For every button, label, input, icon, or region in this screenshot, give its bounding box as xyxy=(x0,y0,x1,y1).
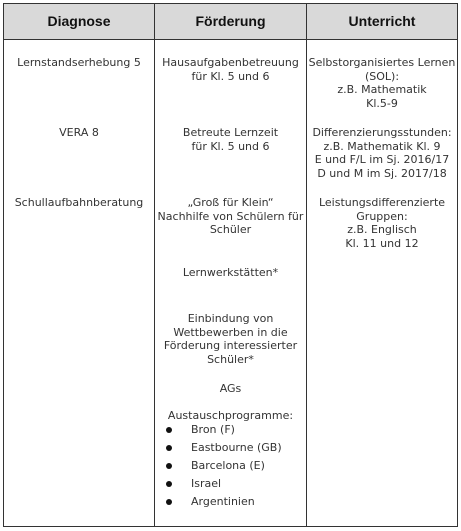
diagnose-item: Schullaufbahnberatung xyxy=(14,196,144,209)
exchange-list xyxy=(155,421,306,511)
list-item xyxy=(155,475,306,493)
foerderung-item: „Groß für Klein“ Nachhilfe von Schülern für Schüler xyxy=(157,196,304,236)
bullet-icon xyxy=(166,463,172,469)
exchange-item: Bron (F) xyxy=(191,423,235,436)
header-diagnose: Diagnose xyxy=(47,13,111,29)
header-foerderung: Förderung xyxy=(195,13,266,29)
unterricht-item: Selbstorganisiertes Lernen (SOL): z.B. Mathematik Kl.5-9 xyxy=(308,56,456,110)
diagnose-item: VERA 8 xyxy=(59,126,99,139)
overview-table xyxy=(3,3,458,527)
list-item xyxy=(155,457,306,475)
unterricht-item: Differenzierungsstunden: z.B. Mathematik Kl. 9 E und F/L im Sj. 2016/17 D und M im Sj. 2017/18 xyxy=(312,126,452,180)
foerderung-item: Lernwerkstätten* xyxy=(182,266,279,279)
exchange-item: Eastbourne (GB) xyxy=(191,441,282,454)
foerderung-item: AGs xyxy=(219,382,242,395)
bullet-icon xyxy=(166,481,172,487)
list-item xyxy=(155,439,306,457)
list-item xyxy=(155,421,306,439)
diagnose-item: Lernstandserhebung 5 xyxy=(17,56,141,69)
foerderung-item: Betreute Lernzeit für Kl. 5 und 6 xyxy=(182,126,279,153)
foerderung-item: Austauschprogramme: xyxy=(167,409,294,422)
table-header-row xyxy=(4,4,457,40)
bullet-icon xyxy=(166,427,172,433)
list-item xyxy=(155,493,306,511)
header-unterricht: Unterricht xyxy=(348,13,416,29)
bullet-icon xyxy=(166,499,172,505)
foerderung-item: Einbindung von Wettbewerben in die Förderung interessierter Schüler* xyxy=(163,312,298,366)
exchange-item: Israel xyxy=(191,477,222,490)
exchange-item: Argentinien xyxy=(191,495,255,508)
unterricht-item: Leistungsdifferenzierte Gruppen: z.B. Englisch Kl. 11 und 12 xyxy=(318,196,446,250)
exchange-item: Barcelona (E) xyxy=(191,459,265,472)
bullet-icon xyxy=(166,445,172,451)
foerderung-item: Hausaufgabenbetreuung für Kl. 5 und 6 xyxy=(162,56,299,83)
